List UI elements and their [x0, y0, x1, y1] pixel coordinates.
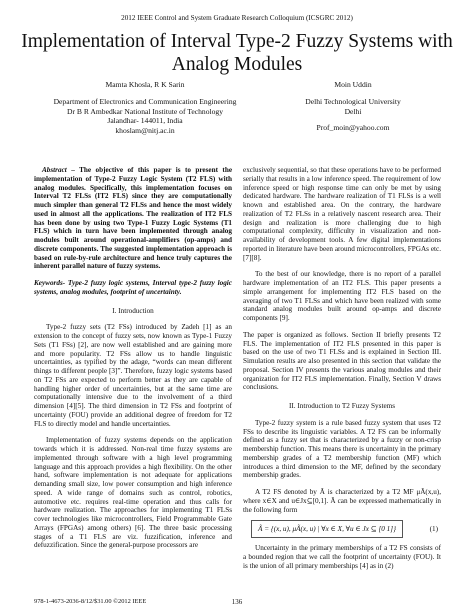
paragraph: Type-2 fuzzy sets (T2 FSs) introduced by Zadeh [1] as an extension to the concept of fuzzy sets, now known as Type-1 Fuzzy Sets (T1 FSs) [2], are now well established and are gaining more and more popularity. T2 FSs allow us to handle linguistic uncertainties, as typified by the adage, “words can mean different things to different people [3]”. Therefore, fuzzy logic systems based on T2 FSs are expected to perform better as they are capable of handling higher order of uncertainties, but at the same time are computationally intensive due to the involvement of a third dimension [4][5]. The third dimension in T2 FSs and footprint of uncertainty (FOU) provide an additional degree of freedom for T2 FLS to directly model and handle uncertainties. — [34, 323, 232, 428]
conference-header: 2012 IEEE Control and System Graduate Research Colloquium (ICSGRC 2012) — [121, 14, 353, 22]
author-name: Mamta Khosla, R K Sarin — [105, 80, 185, 89]
paragraph: Uncertainty in the primary memberships of a T2 FS consists of a bounded region that we call the footprint of uncertainty (FOU). It is the union of all primary memberships [4] as in (2) — [243, 544, 441, 570]
author-institute: Dr B R Ambedkar National Institute of Technology — [66, 106, 224, 116]
abstract-label: Abstract — [42, 166, 67, 174]
author-email: khoslam@nitj.ac.in — [115, 126, 175, 136]
section-heading: I. Introduction — [112, 306, 154, 315]
author-city: Delhi — [344, 106, 362, 116]
author-institute: Delhi Technological University — [305, 96, 401, 106]
paragraph: A T2 FS denoted by Ã is characterized by a T2 MF μÃ(x,u), where x∈X and u∈Jx⊆[0,1]. Ã can be expressed mathematically in the following form — [243, 488, 441, 514]
keywords: Keywords- Type-2 fuzzy logic systems, Interval type-2 fuzzy logic systems, analog modules, footprint of uncertainty. — [34, 279, 232, 296]
equation-box — [251, 520, 438, 538]
section-heading: II. Introduction to T2 Fuzzy Systems — [288, 402, 396, 410]
author-department: Department of Electronics and Communication Engineering — [53, 96, 237, 106]
abstract — [34, 166, 232, 271]
paragraph: Implementation of fuzzy systems depends on the application towards which it is addressed. Non-real time fuzzy systems are implemented through software with a high level programming language and this approach provides a high flexibility. On the other hand, software implementation is not adequate for applications demanding small size, low power consumption and high inference speed. A wide range of domains such as control, robotics, automotive etc. requires real-time operation and thus calls for hardware realization. The approaches for implementing T1 FLSs cover technologies like microcontrollers, Field Programmable Gate Arrays (FPGAs) among others) [6]. The three basic processing stages of a T1 FLS are viz. fuzzification, inference and defuzzification. Since the general-purpose processors are — [34, 436, 232, 550]
page-number: 136 — [231, 598, 243, 606]
paper-title: Implementation of Interval Type-2 Fuzzy Systems with Analog Modules — [21, 31, 453, 75]
abstract-text: – The objective of this paper is to present the implementation of Type-2 Fuzzy Logic System (T2 FLS) with analog modules. Specifically, this implementation focuses on Interval T2 FLSs (IT2 FLS) since they are computationally much simpler than general T2 FLSs and hence the most widely used in almost all the applications. The realization of IT2 FLS has been done by using two Type-1 Fuzzy Logic Systems (T1 FLS) which in turn have been implemented through analog modules built around operational-amplifiers (op-amps) and discrete components. The suggested implementation approach is based on rule-by-rule architecture and hence truly captures the inherent parallel nature of fuzzy systems. — [34, 166, 233, 271]
author-block-right — [268, 80, 438, 133]
equation-number: (1) — [429, 525, 438, 534]
author-block-left — [40, 80, 250, 136]
author-email: Prof_moin@yahoo.com — [316, 123, 390, 133]
right-column — [243, 166, 441, 571]
author-name: Moin Uddin — [334, 80, 372, 89]
paragraph: exclusively sequential, so that these operations have to be performed serially that results in a low inference speed. The requirement of low inference speed or high response time can only be met by using dedicated hardware. The hardware realization of T1 FLSs is a well known and established area. On the contrary, the hardware realization of T2 FLSs in a relatively nascent research area. Their design and realization is more challenging due to high computational complexity, difficulty in visualization and non-availability of development tools. A few digital implementations reported in literature have been around microcontrollers, FPGAs etc. [7][8]. — [243, 166, 441, 262]
author-section — [0, 80, 474, 170]
paragraph: The paper is organized as follows. Section II briefly presents T2 FLS. The implementation of IT2 FLS presented in this paper is based on the use of two T1 FLSs and is explained in Section III. Simulation results are also presented in this section that validate the proposal. Section IV presents the various analog modules and their organization for IT2 FLS implementation. Finally, Section V draws conclusions. — [243, 330, 441, 392]
footer-copyright: 978-1-4673-2036-8/12/$31.00 ©2012 IEEE — [34, 598, 147, 605]
paragraph: To the best of our knowledge, there is no report of a parallel hardware implementation of an IT2 FLS. This paper presents a simple arrangement for implementing IT2 FLS based on the averaging of two T1 FLSs and which have been realized with some standard analog modules built around op-amps and discrete components [9]. — [243, 270, 441, 322]
left-column — [34, 166, 232, 550]
paragraph: Type-2 fuzzy system is a rule based fuzzy system that uses T2 FSs to describe its linguistic variables. A T2 FS can be informally defined as a fuzzy set that is characterized by a fuzzy or non-crisp membership function. This means there is uncertainty in the primary membership grades of a T2 membership function (MF) which introduces a third dimension to the MF, defined by the secondary membership grades. — [243, 418, 441, 480]
author-city: Jalandhar- 144011, India — [107, 116, 183, 126]
equation: Ã = {(x, u), μÃ(x, u) | ∀x ∈ X, ∀u ∈ Jx ⊆ [0 1]} — [258, 525, 396, 534]
